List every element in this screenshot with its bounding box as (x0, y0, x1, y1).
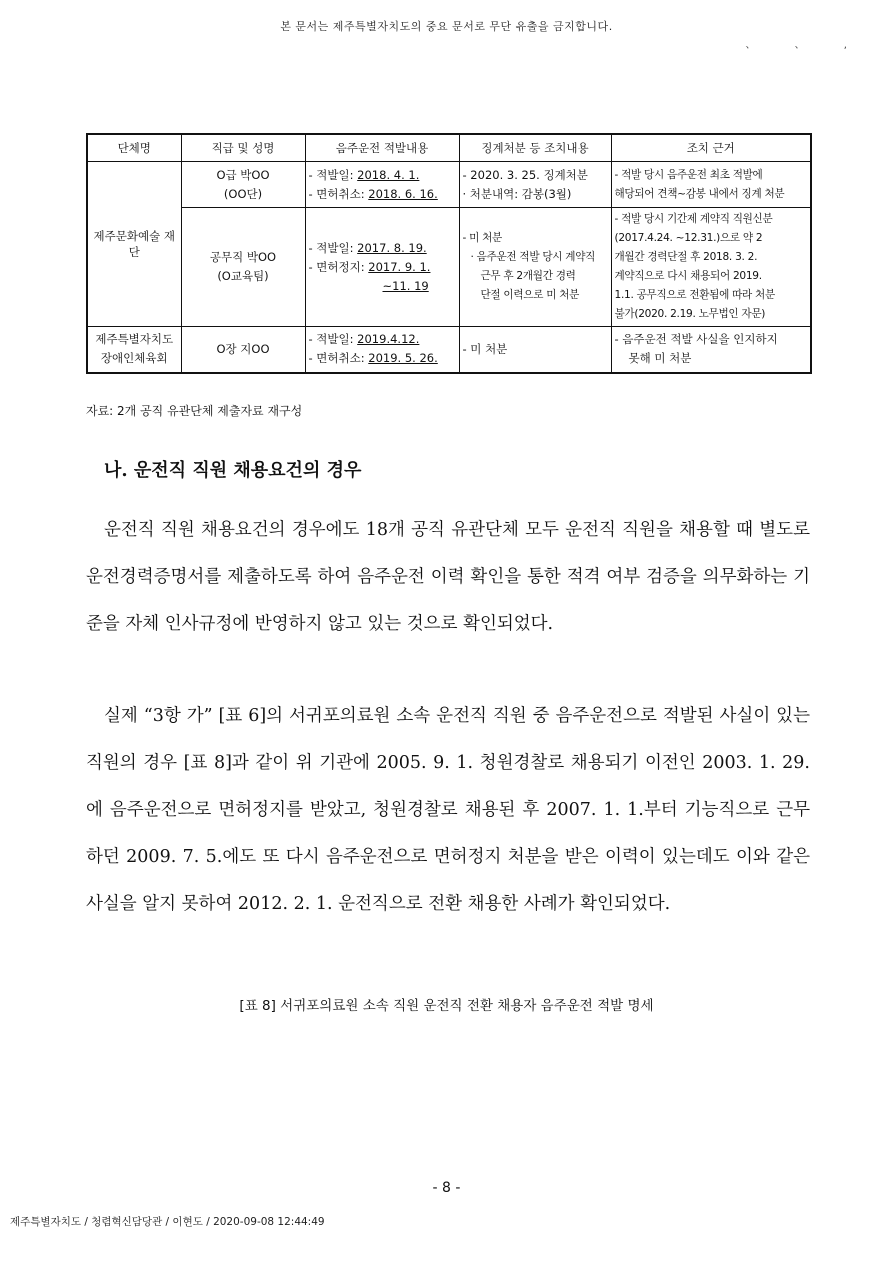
person-cell: O급 박OO (OO단) (181, 162, 305, 208)
table-row (87, 162, 811, 208)
header-action: 징계처분 등 조치내용 (459, 134, 611, 162)
header-basis: 조치 근거 (611, 134, 811, 162)
header-violation: 음주운전 적발내용 (305, 134, 459, 162)
paragraph-1: 운전직 직원 채용요건의 경우에도 18개 공직 유관단체 모두 운전직 직원을 채용할 때 별도로 운전경력증명서를 제출하도록 하여 음주운전 이력 확인을 통한 적격 여부 검증을 의무화하는 기준을 자체 인사규정에 반영하지 않고 있는 것으로 확인되었다. (86, 520, 810, 634)
basis-cell: - 적발 당시 음주운전 최초 적발에 해당되어 견책~감봉 내에서 징계 처분 (611, 162, 811, 208)
person-cell: 공무직 박OO (O교육팀) (181, 208, 305, 327)
section-heading: 나. 운전직 직원 채용요건의 경우 (104, 460, 362, 481)
table-caption: [표 8] 서귀포의료원 소속 직원 운전직 전환 채용자 음주운전 적발 명세 (239, 998, 654, 1014)
basis-cell: - 적발 당시 기간제 계약직 직원신분 (2017.4.24. ~12.31.)으로 약 2 개월간 경력단절 후 2018. 3. 2. 계약직으로 다시 채용되어 2019. 1.1. 공무직으로 전환됨에 따라 처분 불가(2020. 2.19. 노무법인 자문) (611, 208, 811, 327)
org-cell: 제주문화예술 재단 (87, 162, 181, 327)
document-footer: 제주특별자치도 / 청렴혁신담당관 / 이현도 / 2020-09-08 12:44:49 (10, 1216, 325, 1228)
header-person: 직급 및 성명 (181, 134, 305, 162)
page-number: - 8 - (432, 1180, 461, 1196)
header-org: 단체명 (87, 134, 181, 162)
action-cell: - 미 처분 (459, 327, 611, 373)
confidential-notice: 본 문서는 제주특별자치도의 중요 문서로 무단 유출을 금지합니다. (280, 20, 613, 33)
person-cell: O장 지OO (181, 327, 305, 373)
basis-cell: - 음주운전 적발 사실을 인지하지 못해 미 처분 (611, 327, 811, 373)
table-header-row (87, 134, 811, 162)
violation-cell: - 적발일: 2017. 8. 19. - 면허정지: 2017. 9. 1. ~11. 19 (305, 208, 459, 327)
org-cell: 제주특별자치도 장애인체육회 (87, 327, 181, 373)
table-row (87, 208, 811, 327)
violation-cell: - 적발일: 2019.4.12. - 면허취소: 2019. 5. 26. (305, 327, 459, 373)
source-note: 자료: 2개 공직 유관단체 제출자료 재구성 (86, 404, 303, 418)
paragraph-2: 실제 “3항 가” [표 6]의 서귀포의료원 소속 운전직 직원 중 음주운전으로 적발된 사실이 있는 직원의 경우 [표 8]과 같이 위 기관에 2005. 9. 1. 청원경찰로 채용되기 이전인 2003. 1. 29.에 음주운전으로 면허정지를 받았고, 청원경찰로 채용된 후 2007. 1. 1.부터 기능직으로 근무하던 2009. 7. 5.에도 또 다시 음주운전으로 면허정지 처분을 받은 이력이 있는데도 이와 같은 사실을 알지 못하여 2012. 2. 1. 운전직으로 전환 채용한 사례가 확인되었다. (86, 706, 810, 914)
action-cell: - 2020. 3. 25. 징계처분 · 처분내역: 감봉(3월) (459, 162, 611, 208)
violation-cell: - 적발일: 2018. 4. 1. - 면허취소: 2018. 6. 16. (305, 162, 459, 208)
action-cell: - 미 처분 · 음주운전 적발 당시 계약직 근무 후 2개월간 경력 단절 이력으로 미 처분 (459, 208, 611, 327)
table-row (87, 327, 811, 373)
drunk-driving-table (86, 133, 812, 374)
scan-marks: 、 、 , (745, 40, 865, 51)
